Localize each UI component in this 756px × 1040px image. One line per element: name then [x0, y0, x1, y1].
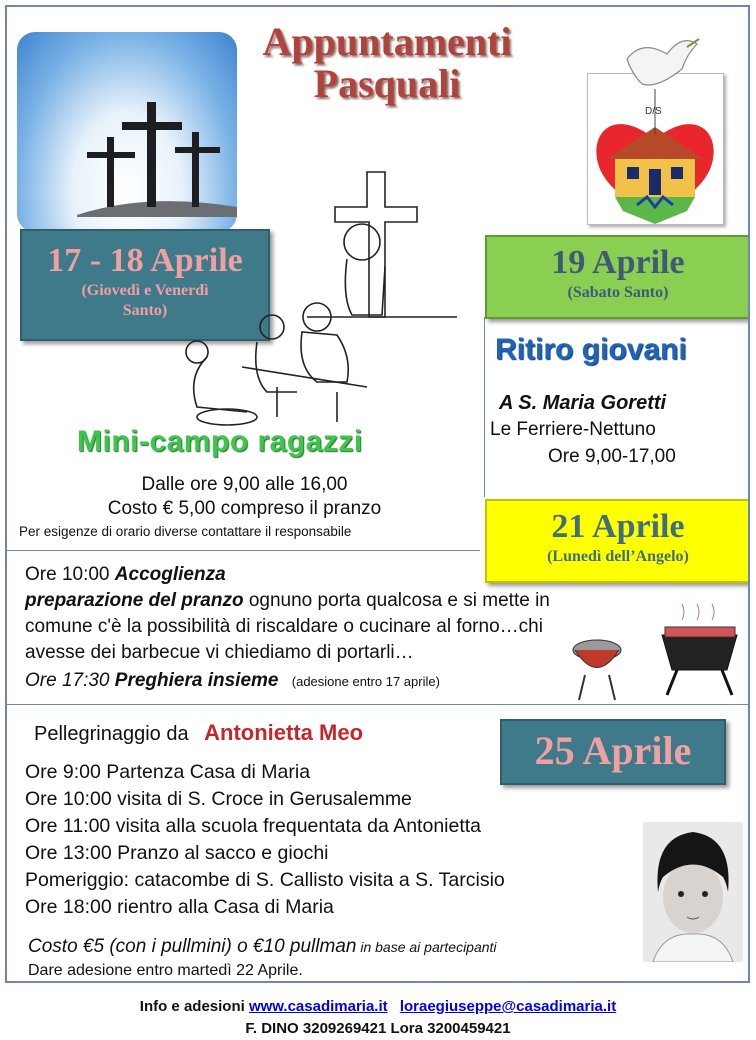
schedule-item: Ore 11:00 visita alla scuola frequentata da Antonietta [25, 815, 482, 837]
antonietta-portrait [643, 822, 743, 962]
date-17-18-sub-line1: (Giovedì e Venerdì [81, 282, 209, 299]
ritiro-city: Le Ferriere-Nettuno [490, 419, 656, 440]
website-link[interactable]: www.casadimaria.it [248, 998, 388, 1015]
poster-frame [5, 5, 750, 983]
block21-line2 [25, 589, 550, 613]
antonietta-name: Antonietta Meo [204, 720, 364, 745]
pellegrinaggio-intro [34, 721, 363, 746]
date-25: 25 Aprile [534, 728, 692, 773]
block21-line5 [25, 669, 440, 694]
logo-initials: D/S [645, 106, 662, 117]
block21-preparazione: preparazione del pranzo [25, 590, 244, 611]
date-17-18-sub-line2: Santo) [122, 302, 168, 319]
pellegrinaggio-schedule [25, 759, 505, 921]
date-box-19 [485, 235, 750, 319]
date-19: 19 Aprile [551, 244, 685, 281]
section-divider-2 [7, 704, 750, 705]
cost-italic: Costo €5 (con i pullmini) o €10 pullman [28, 936, 357, 957]
title-line-2: Pasquali [313, 61, 461, 106]
date-21-sub: (Lunedì dell’Angelo) [547, 548, 689, 565]
block21-adesione-note: (adesione entro 17 aprile) [291, 674, 440, 689]
ritiro-place: A S. Maria Goretti [499, 392, 667, 414]
mini-campo-hours: Dalle ore 9,00 alle 16,00 [141, 474, 348, 495]
block21-time1: Ore 10:00 [25, 564, 115, 585]
barbecue-icons [567, 595, 747, 705]
schedule-item: Ore 13:00 Pranzo al sacco e giochi [25, 842, 329, 864]
schedule-item: Pomeriggio: catacombe di S. Callisto visita a S. Tarcisio [25, 869, 505, 891]
schedule-item: Ore 9:00 Partenza Casa di Maria [25, 761, 311, 783]
date-19-sub: (Sabato Santo) [567, 284, 669, 301]
cost-line [28, 936, 497, 958]
block21-line1 [25, 563, 226, 587]
mini-campo-cost: Costo € 5,00 compreso il pranzo [107, 498, 382, 519]
title-line-1: Appuntamenti [262, 19, 512, 64]
section-divider-1 [7, 550, 480, 551]
ritiro-heading: Ritiro giovani [495, 333, 687, 366]
dove-heart-logo [587, 29, 747, 229]
poster-title [207, 21, 567, 105]
block21-preghiera: Preghiera insieme [114, 670, 279, 691]
column-divider [484, 317, 485, 497]
ritiro-hours: Ore 9,00-17,00 [548, 446, 676, 467]
schedule-item: Ore 18:00 rientro alla Casa di Maria [25, 896, 334, 918]
date-17-18: 17 - 18 Aprile [47, 242, 243, 279]
date-box-25 [500, 719, 726, 785]
block21-accoglienza: Accoglienza [114, 564, 226, 585]
footer-label: Info e adesioni [139, 998, 249, 1015]
deadline-line: Dare adesione entro martedì 22 Aprile. [28, 962, 303, 979]
date-21: 21 Aprile [551, 508, 685, 545]
cost-small: in base ai partecipanti [356, 939, 497, 955]
footer-contacts: F. DINO 3209269421 Lora 3200459421 [245, 1020, 511, 1037]
foot-washing-illustration [147, 167, 467, 427]
pellegrinaggio-text: Pellegrinaggio da [34, 723, 195, 745]
block21-line4: avesse dei barbecue vi chiediamo di portarli… [25, 642, 414, 663]
mini-campo-note: Per esigenze di orario diverse contattare il responsabile [19, 524, 352, 539]
date-box-21 [485, 499, 750, 583]
footer-info [0, 996, 756, 1018]
block21-line3: comune c'è la possibilità di riscaldare o cucinare al forno…chi [25, 616, 543, 637]
email-link[interactable]: loraegiuseppe@casadimaria.it [399, 998, 617, 1015]
mini-campo-heading: Mini-campo ragazzi [77, 425, 363, 458]
schedule-item: Ore 10:00 visita di S. Croce in Gerusalemme [25, 788, 412, 810]
block21-line2-rest: ognuno porta qualcosa e si mette in [243, 590, 550, 611]
block21-time2: Ore 17:30 [25, 670, 115, 691]
